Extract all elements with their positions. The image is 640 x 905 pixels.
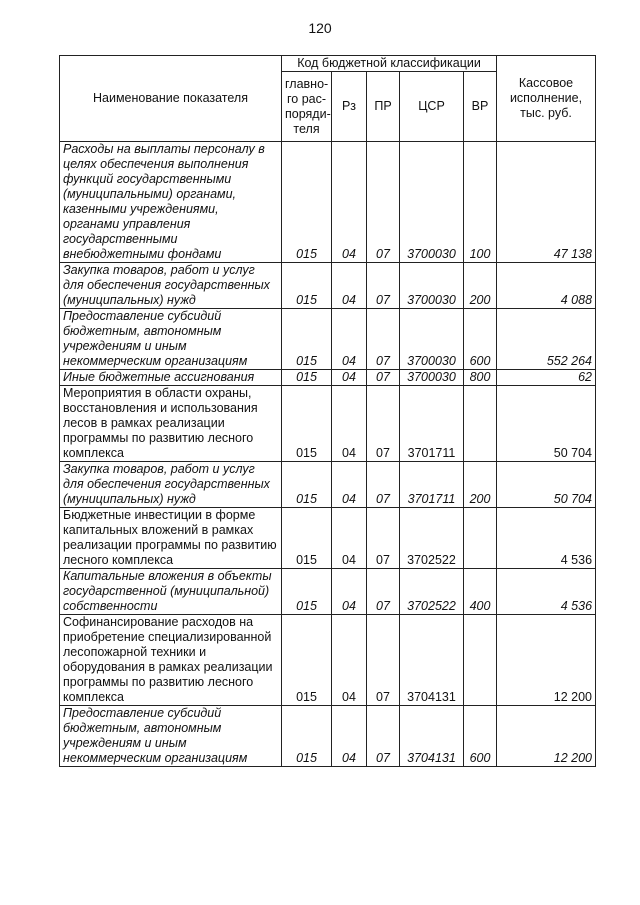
row-rz: 04 [332,370,367,386]
row-name: Капитальные вложения в объекты государственной (муниципальной) собственности [60,569,282,615]
row-rz: 04 [332,386,367,462]
row-glavn: 015 [282,462,332,508]
row-pr: 07 [367,569,400,615]
row-vr: 200 [464,462,497,508]
row-vr [464,508,497,569]
row-csr: 3700030 [400,309,464,370]
row-pr: 07 [367,370,400,386]
header-vr: ВР [464,72,497,142]
table-row [60,462,596,508]
header-rz: Рз [332,72,367,142]
row-name: Предоставление субсидий бюджетным, автономным учреждениям и иным некоммерческим организациям [60,706,282,767]
row-glavn: 015 [282,370,332,386]
row-rz: 04 [332,309,367,370]
row-vr: 600 [464,706,497,767]
row-glavn: 015 [282,615,332,706]
row-rz: 04 [332,508,367,569]
row-amount: 50 704 [497,386,596,462]
row-vr: 800 [464,370,497,386]
row-rz: 04 [332,706,367,767]
row-name: Закупка товаров, работ и услуг для обеспечения государственных (муниципальных) нужд [60,263,282,309]
row-vr: 600 [464,309,497,370]
row-glavn: 015 [282,569,332,615]
table-row [60,263,596,309]
row-pr: 07 [367,462,400,508]
header-name: Наименование показателя [60,56,282,142]
row-vr [464,386,497,462]
row-vr: 200 [464,263,497,309]
row-amount: 62 [497,370,596,386]
row-amount: 4 536 [497,569,596,615]
row-pr: 07 [367,142,400,263]
row-amount: 50 704 [497,462,596,508]
row-csr: 3701711 [400,462,464,508]
table-row [60,142,596,263]
row-pr: 07 [367,615,400,706]
row-glavn: 015 [282,386,332,462]
row-glavn: 015 [282,142,332,263]
row-vr: 400 [464,569,497,615]
budget-table [59,55,596,767]
row-rz: 04 [332,569,367,615]
row-amount: 12 200 [497,706,596,767]
row-pr: 07 [367,508,400,569]
table-row [60,615,596,706]
header-csr: ЦСР [400,72,464,142]
row-amount: 47 138 [497,142,596,263]
row-pr: 07 [367,309,400,370]
row-pr: 07 [367,386,400,462]
row-name: Иные бюджетные ассигнования [60,370,282,386]
row-csr: 3702522 [400,569,464,615]
row-name: Предоставление субсидий бюджетным, автономным учреждениям и иным некоммерческим организациям [60,309,282,370]
row-pr: 07 [367,706,400,767]
row-glavn: 015 [282,309,332,370]
row-name: Мероприятия в области охраны, восстановления и использования лесов в рамках реализации программы по развитию лесного комплекса [60,386,282,462]
row-rz: 04 [332,462,367,508]
row-name: Бюджетные инвестиции в форме капитальных вложений в рамках реализации программы по развитию лесного комплекса [60,508,282,569]
row-csr: 3701711 [400,386,464,462]
row-name: Расходы на выплаты персоналу в целях обеспечения выполнения функций государственными (муниципальными) органами, казенными учреждениями, органами управления государственными внебюджетными фондами [60,142,282,263]
table-row [60,706,596,767]
row-amount: 4 088 [497,263,596,309]
row-pr: 07 [367,263,400,309]
header-glavn: главно-го рас-поряди-теля [282,72,332,142]
row-csr: 3704131 [400,615,464,706]
row-glavn: 015 [282,508,332,569]
table-row [60,386,596,462]
row-amount: 12 200 [497,615,596,706]
table-row [60,569,596,615]
row-rz: 04 [332,263,367,309]
row-name: Закупка товаров, работ и услуг для обеспечения государственных (муниципальных) нужд [60,462,282,508]
row-amount: 552 264 [497,309,596,370]
row-vr [464,615,497,706]
row-csr: 3700030 [400,263,464,309]
header-amount: Кассовое исполнение, тыс. руб. [497,56,596,142]
table-row [60,508,596,569]
page-number: 120 [308,20,332,36]
row-vr: 100 [464,142,497,263]
row-csr: 3700030 [400,370,464,386]
row-glavn: 015 [282,706,332,767]
row-amount: 4 536 [497,508,596,569]
row-name: Софинансирование расходов на приобретение специализированной лесопожарной техники и оборудования в рамках реализации программы по развитию лесного комплекса [60,615,282,706]
row-glavn: 015 [282,263,332,309]
row-csr: 3700030 [400,142,464,263]
table-row [60,370,596,386]
row-csr: 3704131 [400,706,464,767]
table-row [60,309,596,370]
header-code-group: Код бюджетной классификации [282,56,497,72]
row-rz: 04 [332,615,367,706]
header-pr: ПР [367,72,400,142]
row-csr: 3702522 [400,508,464,569]
row-rz: 04 [332,142,367,263]
